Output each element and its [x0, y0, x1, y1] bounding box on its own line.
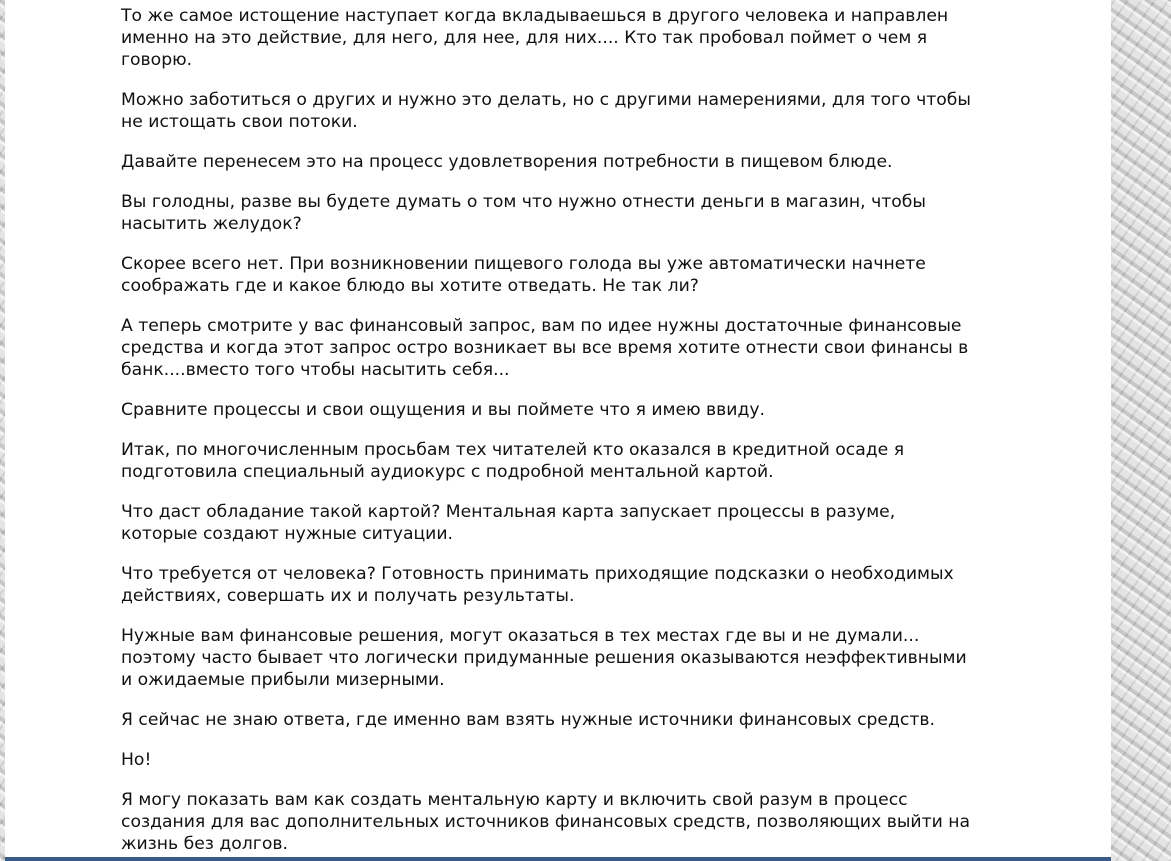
article-paragraph: Но!	[121, 750, 152, 770]
article-paragraph: То же самое истощение наступает когда вкладываешься в другого человека и направлен именно на это действие, для него, для нее, для них.... Кто так пробовал поймет о чем я говорю.	[121, 6, 949, 70]
article-paragraph: Вы голодны, разве вы будете думать о том что нужно отнести деньги в магазин, чтобы насытить желудок?	[121, 192, 926, 234]
article-paragraph: Итак, по многочисленным просьбам тех читателей кто оказался в кредитной осаде я подготовила специальный аудиокурс с подробной ментальной картой.	[121, 440, 905, 482]
article-paragraph: Сравните процессы и свои ощущения и вы поймете что я имею ввиду.	[121, 400, 765, 420]
article-paragraph: Можно заботиться о других и нужно это делать, но с другими намерениями, для того чтобы не истощать свои потоки.	[121, 90, 971, 132]
article-paragraph: А теперь смотрите у вас финансовый запрос, вам по идее нужны достаточные финансовые средства и когда этот запрос остро возникает вы все время хотите отнести свои финансы в банк....вместо того чтобы насытить себя...	[121, 316, 969, 380]
article-paragraph: Нужные вам финансовые решения, могут оказаться в тех местах где вы и не думали... поэтому часто бывает что логически придуманные решения оказываются неэффективными и ожидаемые прибыли мизерными.	[121, 626, 967, 690]
article-text-column	[121, 5, 1006, 857]
article-paragraph: Что даст обладание такой картой? Ментальная карта запускает процессы в разуме, которые создают нужные ситуации.	[121, 502, 896, 544]
article-paragraph: Я могу показать вам как создать ментальную карту и включить свой разум в процесс создания для вас дополнительных источников финансовых средств, позволяющих выйти на жизнь без долгов.	[121, 790, 970, 854]
article-paragraph: Что требуется от человека? Готовность принимать приходящие подсказки о необходимых действиях, совершать их и получать результаты.	[121, 564, 954, 606]
article-paragraph: Скорее всего нет. При возникновении пищевого голода вы уже автоматически начнете соображать где и какое блюдо вы хотите отведать. Не так ли?	[121, 254, 926, 296]
article-content	[5, 0, 1111, 857]
article-paragraph: Я сейчас не знаю ответа, где именно вам взять нужные источники финансовых средств.	[121, 710, 935, 730]
article-paragraph: Давайте перенесем это на процесс удовлетворения потребности в пищевом блюде.	[121, 152, 893, 172]
bottom-border-bar	[5, 857, 1111, 861]
